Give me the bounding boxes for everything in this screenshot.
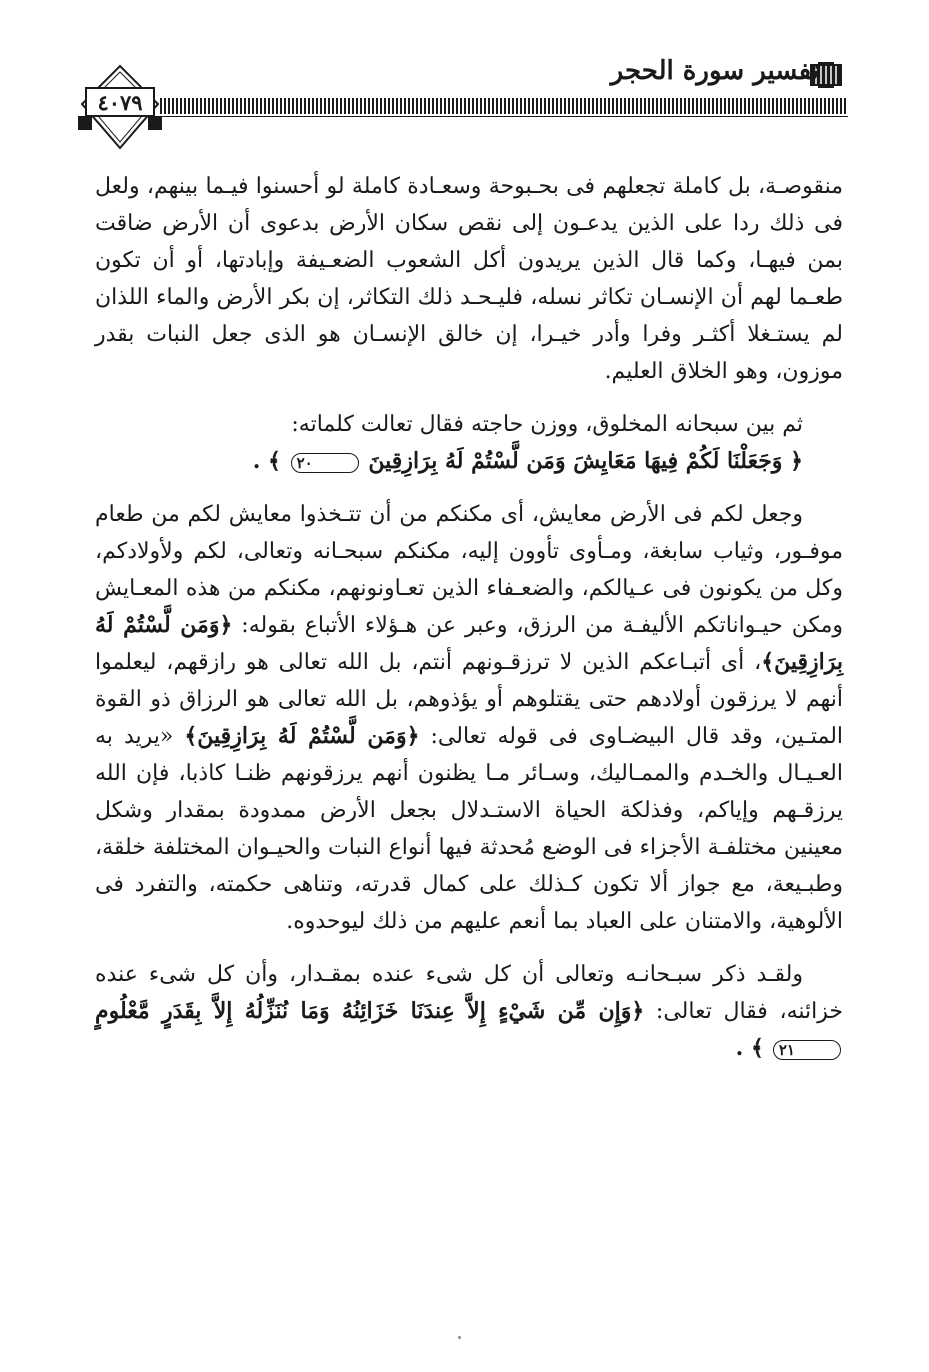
paragraph-3-part-b: ، أى أتبـاعكم الذين لا ترزقـونهم أنتم، بل الله تعالى هو رازقهم، ليعلموا أنهم لا يرزقون أولادهم حتى يقتلوهم أو يؤذوهم، بل الله تعالى هو الرزاق ذو القوة المتـين، وقد قال البيضـاوى فى قوله تعالى: [95, 650, 844, 749]
paragraph-3-part-c: «يريد به العـيـال والخـدم والممـاليك، وسـائر مـا يظنون أنهم يرزقونهم ظنـا كاذبا، فإن الله يرزقـهم وإياكم، وفذلكة الحياة الاستـدلال بجعل الأرض ممدودة بمقدار وشكل معينين مختلفـة الأجزاء فى الوضع مُحدثة فيها أنواع النبات والحيـوان المختلفة خلقة، وطبـيعة، مع جواز ألا تكون كـذلك على كمال قدرته، وتناهى حكمته، والتفرد فى الألوهية، والامتنان على العباد بما أنعم عليهم من ذلك ليوحدوه. [95, 724, 843, 934]
paragraph-3-part-a: وجعل لكم فى الأرض معايش، أى مكنكم من أن تتـخذوا معايش لكم من طعام موفـور، وثياب سابغة، ومـأوى تأوون إليه، مكنكم سبحـانه وتعالى، لكم ولأولادكم، وكل من يكونون فى عـيالكم، والضعـفاء الذين تعـاونونهم، مكنكم من هذه المعـايش ومكن حيـواناتكم الأليفـة من الرزق، وعبر عن هـؤلاء الأتباع بقوله: [95, 502, 844, 638]
paragraph-2: ثم بين سبحانه المخلوق، ووزن حاجته فقال تعالت كلماته: [291, 412, 803, 437]
verse-21-text: وَإِن مِّن شَيْءٍ إِلاَّ عِندَنَا خَزَائِنُهُ وَمَا نُنَزِّلُهُ إِلاَّ بِقَدَرٍ مَّعْلُومٍ [95, 998, 632, 1024]
paragraph-3 [95, 496, 843, 940]
page-body [95, 168, 843, 1067]
quoted-verse-2: ﴿وَمَن لَّسْتُمْ لَهُ بِرَازِقِينَ﴾ [184, 723, 420, 749]
page-speck [458, 1336, 461, 1339]
header-underline [160, 116, 848, 117]
surah-title: تفسير سورة الحجر [610, 56, 819, 86]
paragraph-4-part-a: ولقـد ذكر سبـحانـه وتعالى أن كل شىء عنده بمقـدار، وأن كل شىء عنده خزائنه، فقال تعالى: [95, 962, 843, 1024]
quoted-verse-1: ﴿وَمَن لَّسْتُمْ لَهُ بِرَازِقِينَ﴾ [95, 612, 843, 675]
header-rule [160, 98, 848, 114]
ayah-number: ٢١ [773, 1040, 841, 1060]
page-header [0, 0, 929, 160]
paragraph-4 [95, 956, 843, 1067]
paragraph-1: منقوصـة، بل كاملة تجعلهم فى بحـبوحة وسعـادة كاملة لو أحسنوا فيـما بينهم، ولعل فى ذلك ردا على الذين يدعـون إلى نقص سكان الأرض بدعوى أن الأرض ضاقت بمن فيهـا، وكما قال الذين يريدون أكل الشعوب الضعـيفة وإبادتها، أو أن تكون طعـما لهم أن الإنسـان تكاثر نسله، فليـحـد ذلك التكاثر، إن بكر الأرض والماء اللذان لم يستـغلا أكثـر وفرا وأدر خيـرا، إن خالق الإنسـان هو الذى جعل النبات بقدر موزون، وهو الخلاق العليم. [95, 174, 843, 384]
ayah-number: ٢٠ [291, 453, 359, 473]
page-number: ٤٠٧٩ [97, 90, 143, 115]
verse-close-bracket: ﴾ . [252, 448, 281, 474]
verse-open-bracket: ﴿ [631, 998, 645, 1024]
verse-open-bracket: ﴿ [790, 448, 803, 474]
verse-20 [95, 443, 843, 480]
verse-close-bracket: ﴾ . [735, 1035, 764, 1061]
verse-text: وَجَعَلْنَا لَكُمْ فِيهَا مَعَايِشَ وَمَن لَّسْتُمْ لَهُ بِرَازِقِينَ [368, 448, 783, 474]
